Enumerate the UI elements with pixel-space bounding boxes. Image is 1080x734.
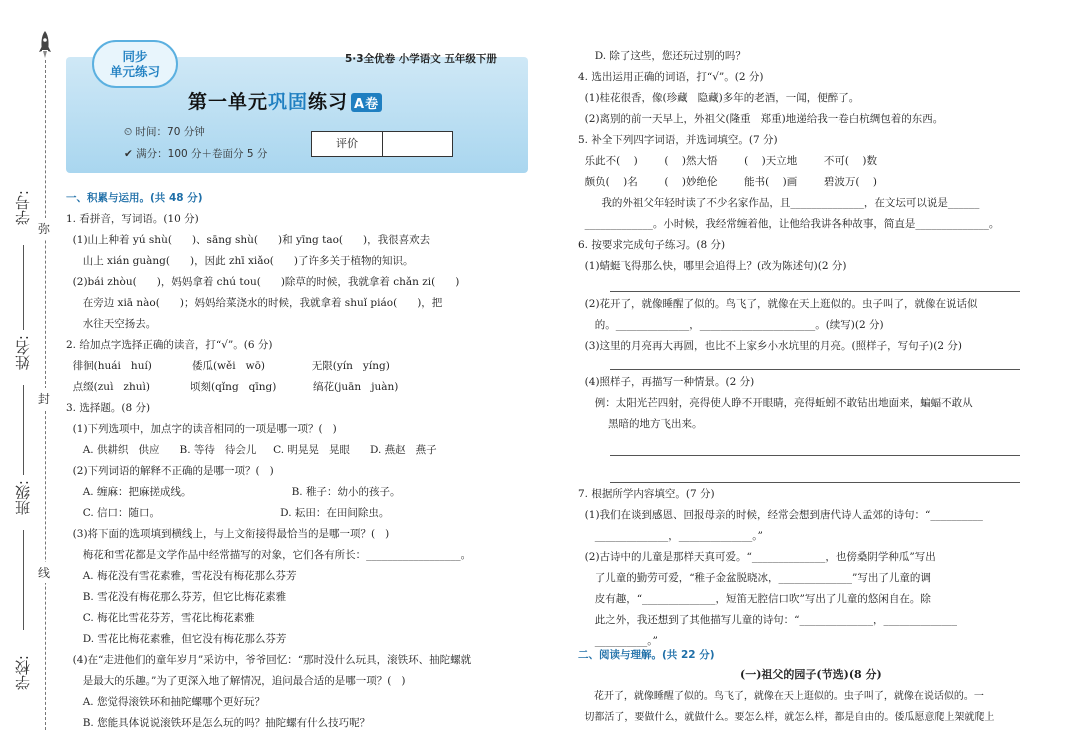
name-label: 姓名: bbox=[14, 335, 32, 371]
right-line-q7-5: 皮有趣，“______________，短笛无腔信口吹”写出了儿童的悠闲自在。除 bbox=[578, 593, 931, 605]
evaluation-box bbox=[311, 131, 453, 157]
reading-line-0: 花开了，就像睡醒了似的。鸟飞了，就像在天上逛似的。虫子叫了，就像在说话似的。一 bbox=[578, 691, 984, 702]
left-line-9: 3. 选择题。(8 分) bbox=[66, 402, 151, 414]
sync-unit-badge bbox=[92, 40, 178, 88]
series-info: 5·3全优卷 小学语文 五年级下册 bbox=[345, 53, 497, 65]
left-line-19: C. 梅花比雪花芬芳，雪花比梅花素雅 bbox=[66, 612, 255, 624]
student-id-label: 学号: bbox=[14, 190, 32, 226]
right-line-top-10: (1)蜻蜓飞得那么快，哪里会追得上？(改为陈述句)(2 分) bbox=[578, 260, 847, 272]
seal-char-feng: 封 bbox=[38, 388, 50, 409]
left-question-list bbox=[66, 209, 546, 734]
rocket-icon bbox=[38, 30, 52, 60]
right-line-q7-3: (2)古诗中的儿童是那样天真可爱。“______________，也傍桑阴学种瓜”写出 bbox=[578, 551, 936, 563]
reading-title: (一)祖父的园子(节选)(8 分) bbox=[740, 668, 882, 681]
right-column-q7 bbox=[578, 484, 1038, 652]
right-line-q7-1: (1)我们在谈到感恩、回报母亲的时候，经常会想到唐代诗人孟郊的诗句：“__________ bbox=[578, 509, 983, 521]
right-line-top-6: 颇负( )名 ( )妙绝伦 能书( )画 碧波万( ) bbox=[578, 176, 877, 188]
left-line-8: 点缀(zuì zhuì) 顷刻(qǐng qīng) 缟花(juān juàn) bbox=[66, 381, 399, 393]
right-line-top-3: (2)离别的前一天早上，外祖父(隆重 郑重)地递给我一卷白杭绸包着的东西。 bbox=[578, 113, 944, 125]
school-label: 学校: bbox=[14, 655, 32, 691]
right-question-list-q7 bbox=[578, 484, 1038, 652]
right-line-mid-2: (3)这里的月亮再大再圆，也比不上家乡小水坑里的月亮。(照样子，写句子)(2 分) bbox=[578, 340, 962, 352]
left-line-21: (4)在“走进他们的童年岁月”采访中，爷爷回忆：“那时没什么玩具，滚铁环、抽陀螺就 bbox=[66, 654, 472, 666]
page-title bbox=[188, 87, 382, 114]
left-line-18: B. 雪花没有梅花那么芬芳，但它比梅花素雅 bbox=[66, 591, 287, 603]
right-line-q7-4: 了儿童的勤劳可爱，“稚子金盆脱晓冰，______________”写出了儿童的调 bbox=[578, 572, 931, 584]
left-line-20: D. 雪花比梅花素雅，但它没有梅花那么芬芳 bbox=[66, 633, 287, 645]
badge-line1: 同步 bbox=[122, 49, 148, 64]
answer-line-6-4a[interactable] bbox=[610, 455, 1020, 456]
right-column-q4 bbox=[578, 372, 1038, 435]
left-line-10: (1)下列选项中，加点字的读音相同的一项是哪一项？( ) bbox=[66, 423, 337, 435]
answer-line-6-3[interactable] bbox=[610, 369, 1020, 370]
right-line-q7-6: 此之外，我还想到了其他描写儿童的诗句：“______________，______________ bbox=[578, 614, 958, 626]
right-line-mid-1: 的。______________，______________________。(续写)(2 分) bbox=[578, 319, 884, 331]
right-line-top-5: 乐此不( ) ( )然大悟 ( )天立地 不可( )数 bbox=[578, 155, 877, 167]
right-line-top-4: 5. 补全下列四字词语，并选词填空。(7 分) bbox=[578, 134, 778, 146]
left-line-6: 2. 给加点字选择正确的读音，打“√”。(6 分) bbox=[66, 339, 273, 351]
badge-line2: 单元练习 bbox=[109, 64, 160, 79]
right-line-top-8: _____________。小时候，我经常缠着他，让他给我讲各种故事，简直是______________。 bbox=[578, 218, 1000, 230]
left-column bbox=[66, 188, 546, 734]
class-label: 班级: bbox=[14, 480, 32, 516]
name-line bbox=[23, 385, 24, 475]
time-text: 时间：70 分钟 bbox=[135, 126, 205, 138]
title-highlight: 巩固 bbox=[268, 91, 309, 113]
left-line-7: 徘徊(huái huí) 倭瓜(wěi wō) 无限(yín yíng) bbox=[66, 360, 390, 372]
reading-section bbox=[578, 645, 1038, 666]
left-line-13: A. 缠麻：把麻搓成线。 B. 稚子：幼小的孩子。 bbox=[66, 486, 401, 498]
eval-label: 评价 bbox=[312, 132, 383, 156]
seal-char-xian: 线 bbox=[38, 562, 50, 583]
right-line-mid-0: (2)花开了，就像睡醒了似的。鸟飞了，就像在天上逛似的。虫子叫了，就像在说话似 bbox=[578, 298, 978, 310]
section-2-heading: 二、阅读与理解。(共 22 分) bbox=[578, 649, 715, 661]
reading-lines bbox=[578, 686, 1038, 728]
right-question-list-mid bbox=[578, 294, 1038, 357]
right-column-mid bbox=[578, 294, 1038, 357]
left-line-3: (2)bái zhòu( )，妈妈拿着 chú tou( )除草的时候，我就拿着 chǎn zi( ) bbox=[66, 276, 460, 288]
eval-input-cell[interactable] bbox=[383, 132, 452, 156]
right-line-q7-7: __________。” bbox=[578, 635, 658, 647]
right-line-top-2: (1)桂花很香，像(珍藏 隐藏)多年的老酒，一闻，便醉了。 bbox=[578, 92, 860, 104]
right-line-q7-0: 7. 根据所学内容填空。(7 分) bbox=[578, 488, 715, 500]
left-line-17: A. 梅花没有雪花素雅，雪花没有梅花那么芬芳 bbox=[66, 570, 297, 582]
right-column-top bbox=[578, 46, 1038, 277]
left-line-22: 是最大的乐趣。”为了更深入地了解情况，追问最合适的是哪一项？( ) bbox=[66, 675, 406, 687]
clock-icon: ⏲ bbox=[124, 126, 136, 138]
right-question-list-q4 bbox=[578, 372, 1038, 435]
right-line-top-0: D. 除了这些，您还玩过别的吗？ bbox=[578, 50, 746, 62]
answer-line-6-1[interactable] bbox=[610, 291, 1020, 292]
reading-passage bbox=[578, 686, 1038, 728]
class-line bbox=[23, 530, 24, 630]
left-line-16: 梅花和雪花都是文学作品中经常描写的对象，它们各有所长：__________________。 bbox=[66, 549, 472, 561]
left-line-12: (2)下列词语的解释不正确的是哪一项？( ) bbox=[66, 465, 274, 477]
left-line-15: (3)将下面的选项填到横线上，与上文衔接得最恰当的是哪一项？( ) bbox=[66, 528, 390, 540]
exam-version-badge: A卷 bbox=[351, 93, 382, 112]
left-line-2: 山上 xián guàng( )，因此 zhī xiǎo( )了许多关于植物的知识。 bbox=[66, 255, 414, 267]
answer-line-6-4b[interactable] bbox=[610, 482, 1020, 483]
seal-char-mi: 弥 bbox=[38, 218, 50, 239]
right-line-q4-1: 例：太阳光芒四射，亮得使人睁不开眼睛，亮得蚯蚓不敢钻出地面来，蝙蝠不敢从 bbox=[578, 397, 973, 409]
check-circle-icon: ✔ bbox=[124, 148, 137, 160]
left-line-0: 1. 看拼音，写词语。(10 分) bbox=[66, 213, 199, 225]
right-line-top-7: 我的外祖父年轻时读了不少名家作品，且______________，在文坛可以说是______ bbox=[578, 197, 980, 209]
time-info bbox=[124, 124, 205, 139]
title-part1: 第一单元 bbox=[188, 91, 269, 113]
left-line-5: 水往天空扬去。 bbox=[66, 318, 157, 330]
left-line-24: B. 您能具体说说滚铁环是怎么玩的吗？抽陀螺有什么技巧呢？ bbox=[66, 717, 371, 729]
left-line-14: C. 信口：随口。 D. 耘田：在田间除虫。 bbox=[66, 507, 390, 519]
student-id-line bbox=[23, 245, 24, 330]
right-line-q7-2: ______________，______________。” bbox=[578, 530, 763, 542]
left-line-4: 在旁边 xiā nào( )；妈妈给菜浇水的时候，我就拿着 shuǐ piáo( )，把 bbox=[66, 297, 443, 309]
right-question-list-top bbox=[578, 46, 1038, 277]
left-line-23: A. 您觉得滚铁环和抽陀螺哪个更好玩？ bbox=[66, 696, 265, 708]
title-part2: 练习 bbox=[308, 91, 349, 113]
left-line-1: (1)山上种着 yú shù( )、sāng shù( )和 yīng tao( )，我很喜欢去 bbox=[66, 234, 431, 246]
section-1-heading: 一、积累与运用。(共 48 分) bbox=[66, 192, 203, 204]
right-line-top-9: 6. 按要求完成句子练习。(8 分) bbox=[578, 239, 726, 251]
score-info bbox=[124, 146, 267, 161]
reading-line-1: 切都活了，要做什么，就做什么。要怎么样，就怎么样，都是自由的。倭瓜愿意爬上架就爬上 bbox=[578, 712, 995, 723]
right-line-top-1: 4. 选出运用正确的词语，打“√”。(2 分) bbox=[578, 71, 764, 83]
left-line-11: A. 供耕织 供应 B. 等待 待会儿 C. 明晃晃 晃眼 D. 燕赵 燕子 bbox=[66, 444, 437, 456]
right-line-q4-2: 黑暗的地方飞出来。 bbox=[578, 418, 703, 430]
right-line-q4-0: (4)照样子，再描写一种情景。(2 分) bbox=[578, 376, 755, 388]
score-text: 满分：100 分＋卷面分 5 分 bbox=[136, 148, 268, 160]
